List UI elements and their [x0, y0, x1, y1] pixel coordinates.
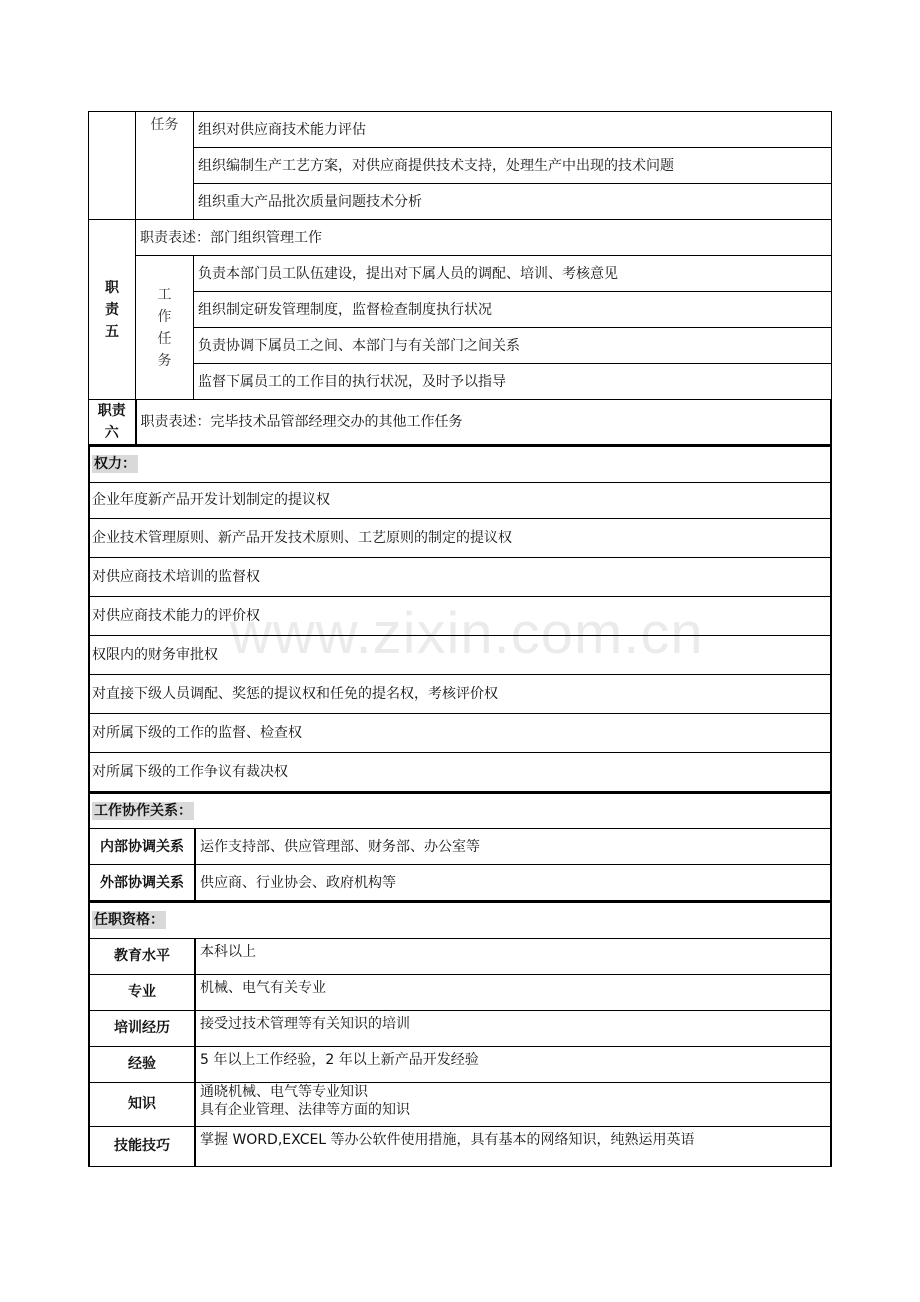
duty6-label-text: 职责六 [97, 403, 126, 441]
authority-item: 权限内的财务审批权 [89, 635, 831, 674]
authority-item: 企业技术管理原则、新产品开发技术原则、工艺原则的制定的提议权 [89, 518, 831, 557]
duty5-task-label [136, 256, 194, 400]
task-item: 负责本部门员工队伍建设，提出对下属人员的调配、培训、考核意见 [194, 256, 832, 292]
qualification-table [88, 901, 832, 1167]
task-item: 组织对供应商技术能力评估 [194, 112, 832, 148]
external-relation-label: 外部协调关系 [89, 865, 195, 901]
training-value: 接受过技术管理等有关知识的培训 [195, 1010, 831, 1046]
internal-relation-label: 内部协调关系 [89, 829, 195, 865]
duty5-statement: 职责表述：部门组织管理工作 [136, 220, 832, 256]
task-item: 组织重大产品批次质量问题技术分析 [194, 184, 832, 220]
duty-table [88, 111, 832, 445]
knowledge-line: 具有企业管理、法律等方面的知识 [200, 1101, 410, 1118]
task-label: 任务 [136, 112, 194, 220]
cooperation-table [88, 792, 832, 902]
authority-heading [89, 446, 831, 482]
education-value: 本科以上 [195, 938, 831, 974]
authority-table [88, 445, 832, 792]
authority-item: 对直接下级人员调配、奖惩的提议权和任免的提名权，考核评价权 [89, 674, 831, 713]
major-label: 专业 [89, 974, 195, 1010]
qualification-heading [89, 902, 831, 938]
task-item: 组织编制生产工艺方案，对供应商提供技术支持，处理生产中出现的技术问题 [194, 148, 832, 184]
knowledge-label: 知识 [89, 1082, 195, 1126]
experience-value: 5 年以上工作经验，2 年以上新产品开发经验 [195, 1046, 831, 1082]
authority-item: 企业年度新产品开发计划制定的提议权 [89, 482, 831, 518]
task-item: 负责协调下属员工之间、本部门与有关部门之间关系 [194, 328, 832, 364]
authority-item: 对供应商技术培训的监督权 [89, 557, 831, 596]
knowledge-line: 通晓机械、电气等专业知识 [200, 1083, 368, 1100]
external-relation-value: 供应商、行业协会、政府机构等 [195, 865, 831, 901]
cooperation-heading [89, 793, 831, 829]
duty5-label [89, 220, 136, 400]
authority-title: 权力： [94, 456, 136, 473]
qualification-title: 任职资格： [94, 912, 164, 929]
authority-item: 对所属下级的工作的监督、检查权 [89, 713, 831, 752]
authority-item: 对所属下级的工作争议有裁决权 [89, 752, 831, 791]
duty-label-empty [89, 112, 136, 220]
internal-relation-value: 运作支持部、供应管理部、财务部、办公室等 [195, 829, 831, 865]
knowledge-value [195, 1082, 831, 1126]
duty5-task-label-text: 工作任务 [157, 286, 172, 369]
task-item: 监督下属员工的工作目的执行状况，及时予以指导 [194, 364, 832, 400]
duty6-statement: 职责表述：完毕技术品管部经理交办的其他工作任务 [136, 400, 832, 445]
cooperation-title: 工作协作关系： [94, 802, 192, 819]
task-item: 组织制定研发管理制度，监督检查制度执行状况 [194, 292, 832, 328]
skills-value: 掌握 WORD,EXCEL 等办公软件使用措施，具有基本的网络知识，纯熟运用英语 [195, 1126, 831, 1166]
skills-label: 技能技巧 [89, 1126, 195, 1166]
watermark: www.zixin.com.cn [230, 601, 704, 666]
education-label: 教育水平 [89, 938, 195, 974]
job-description-document [88, 111, 832, 1167]
duty6-label [89, 400, 136, 445]
duty5-label-text: 职责五 [105, 279, 119, 340]
experience-label: 经验 [89, 1046, 195, 1082]
major-value: 机械、电气有关专业 [195, 974, 831, 1010]
training-label: 培训经历 [89, 1010, 195, 1046]
authority-item: 对供应商技术能力的评价权 [89, 596, 831, 635]
